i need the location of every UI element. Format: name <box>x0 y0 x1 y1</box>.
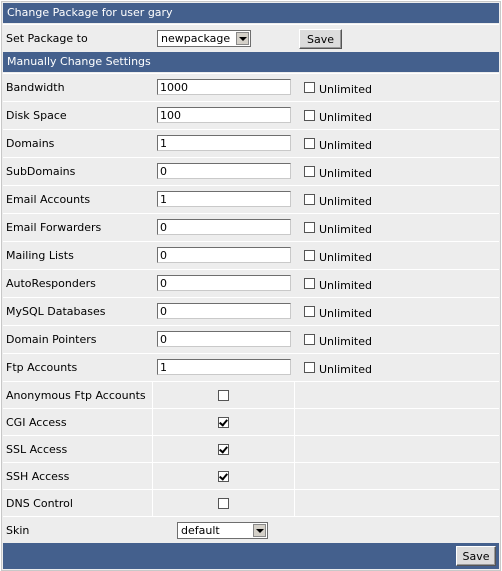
manual-settings-title: Manually Change Settings <box>7 55 151 68</box>
unlimited-label: Unlimited <box>319 251 372 264</box>
unlimited-label: Unlimited <box>319 223 372 236</box>
setting-value-input[interactable] <box>157 79 291 95</box>
feature-checkbox[interactable] <box>218 444 229 455</box>
setting-label: Email Forwarders <box>6 221 102 234</box>
feature-row <box>3 462 499 489</box>
setting-value-input[interactable] <box>157 247 291 263</box>
setting-value-input[interactable] <box>157 303 291 319</box>
setting-row <box>3 325 499 353</box>
setting-value-input[interactable] <box>157 331 291 347</box>
chevron-down-icon[interactable] <box>236 32 249 45</box>
panel-footer <box>3 543 499 569</box>
skin-label: Skin <box>6 524 30 537</box>
set-package-label: Set Package to <box>6 32 88 45</box>
column-divider <box>152 436 153 463</box>
unlimited-checkbox[interactable] <box>304 362 315 373</box>
setting-label: Ftp Accounts <box>6 361 78 374</box>
feature-row <box>3 408 499 435</box>
unlimited-checkbox[interactable] <box>304 222 315 233</box>
column-divider <box>294 490 295 517</box>
unlimited-checkbox[interactable] <box>304 278 315 289</box>
feature-label: SSL Access <box>6 443 68 456</box>
unlimited-label: Unlimited <box>319 307 372 320</box>
setting-value-input[interactable] <box>157 219 291 235</box>
setting-label: Domains <box>6 137 55 150</box>
unlimited-checkbox[interactable] <box>304 82 315 93</box>
unlimited-label: Unlimited <box>319 111 372 124</box>
unlimited-checkbox[interactable] <box>304 166 315 177</box>
setting-row <box>3 157 499 185</box>
feature-checkbox[interactable] <box>218 498 229 509</box>
unlimited-checkbox[interactable] <box>304 334 315 345</box>
feature-row <box>3 435 499 462</box>
manual-settings-header <box>3 52 499 72</box>
package-select-value: newpackage <box>161 32 231 45</box>
column-divider <box>294 382 295 409</box>
setting-label: Disk Space <box>6 109 67 122</box>
setting-value-input[interactable] <box>157 135 291 151</box>
setting-row <box>3 269 499 297</box>
feature-checkbox[interactable] <box>218 390 229 401</box>
setting-row <box>3 353 499 381</box>
unlimited-label: Unlimited <box>319 139 372 152</box>
setting-label: Domain Pointers <box>6 333 97 346</box>
skin-row <box>3 516 499 543</box>
feature-checkbox[interactable] <box>218 417 229 428</box>
feature-row <box>3 381 499 408</box>
unlimited-label: Unlimited <box>319 363 372 376</box>
unlimited-label: Unlimited <box>319 195 372 208</box>
feature-label: SSH Access <box>6 470 70 483</box>
feature-checkbox[interactable] <box>218 471 229 482</box>
unlimited-checkbox[interactable] <box>304 194 315 205</box>
setting-label: MySQL Databases <box>6 305 106 318</box>
column-divider <box>294 409 295 436</box>
setting-value-input[interactable] <box>157 191 291 207</box>
setting-row <box>3 213 499 241</box>
setting-row <box>3 73 499 101</box>
column-divider <box>152 463 153 490</box>
set-package-row <box>3 24 499 51</box>
feature-label: DNS Control <box>6 497 73 510</box>
column-divider <box>152 409 153 436</box>
feature-label: Anonymous Ftp Accounts <box>6 389 146 402</box>
unlimited-checkbox[interactable] <box>304 250 315 261</box>
setting-value-input[interactable] <box>157 163 291 179</box>
setting-row <box>3 101 499 129</box>
skin-select[interactable] <box>177 522 268 539</box>
setting-value-input[interactable] <box>157 275 291 291</box>
unlimited-checkbox[interactable] <box>304 110 315 121</box>
chevron-down-icon[interactable] <box>253 524 266 537</box>
column-divider <box>294 436 295 463</box>
unlimited-checkbox[interactable] <box>304 306 315 317</box>
setting-value-input[interactable] <box>157 107 291 123</box>
setting-label: AutoResponders <box>6 277 96 290</box>
setting-row <box>3 129 499 157</box>
unlimited-label: Unlimited <box>319 83 372 96</box>
set-package-save-button[interactable]: Save <box>299 29 342 49</box>
unlimited-label: Unlimited <box>319 335 372 348</box>
setting-value-input[interactable] <box>157 359 291 375</box>
setting-label: Bandwidth <box>6 81 65 94</box>
setting-row <box>3 185 499 213</box>
setting-label: SubDomains <box>6 165 76 178</box>
setting-row <box>3 297 499 325</box>
setting-label: Mailing Lists <box>6 249 74 262</box>
setting-label: Email Accounts <box>6 193 91 206</box>
setting-row <box>3 241 499 269</box>
unlimited-checkbox[interactable] <box>304 138 315 149</box>
feature-label: CGI Access <box>6 416 67 429</box>
column-divider <box>294 463 295 490</box>
skin-select-value: default <box>181 524 220 537</box>
package-select[interactable] <box>157 30 251 47</box>
panel-title: Change Package for user gary <box>7 6 173 19</box>
panel-header <box>3 3 499 23</box>
column-divider <box>152 382 153 409</box>
change-package-panel <box>1 1 501 571</box>
feature-row <box>3 489 499 516</box>
footer-save-button[interactable]: Save <box>456 546 496 566</box>
unlimited-label: Unlimited <box>319 279 372 292</box>
column-divider <box>152 490 153 517</box>
unlimited-label: Unlimited <box>319 167 372 180</box>
